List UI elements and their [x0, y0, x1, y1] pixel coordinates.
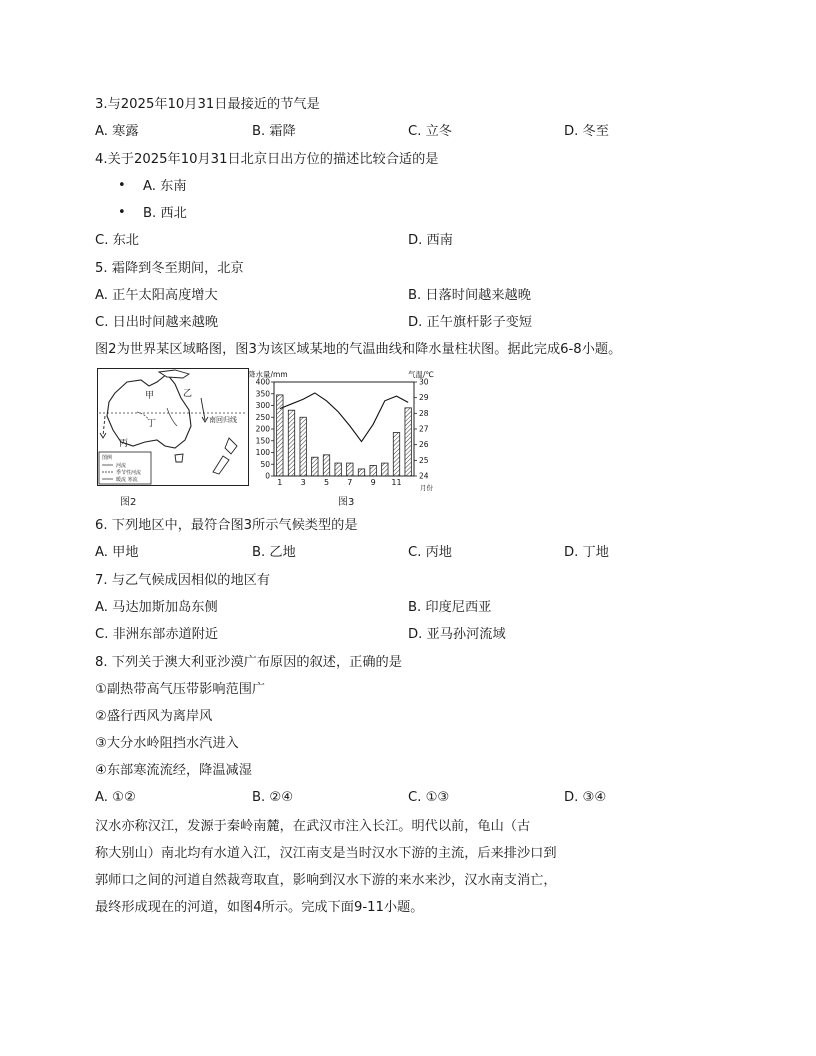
legend-title: 图例 — [102, 455, 113, 461]
chart-x-axis-label: 月份 — [420, 484, 433, 492]
precip-bar — [358, 469, 364, 476]
x-tick-label: 5 — [323, 478, 330, 487]
left-tick-label: 350 — [255, 389, 270, 399]
temperature-curve — [280, 393, 408, 442]
left-tick-label: 0 — [265, 471, 270, 481]
x-tick-label: 9 — [370, 478, 376, 487]
right-tick-label: 25 — [419, 455, 429, 465]
q7-option-b: B. 印度尼西亚 — [408, 600, 492, 615]
left-tick-label: 100 — [255, 448, 270, 457]
question-6-stem: 6. 下列地区中，最符合图3所示气候类型的是 — [95, 518, 358, 533]
figure-2-caption: 图2 — [120, 497, 137, 508]
left-tick-label: 50 — [260, 459, 270, 469]
q8-statement-1: ①副热带高气压带影响范围广 — [95, 682, 266, 697]
chart-left-axis-label: 降水量/mm — [248, 370, 288, 379]
q5-option-b: B. 日落时间越来越晚 — [408, 288, 531, 303]
q8-statement-4: ④东部寒流流经，降温减湿 — [95, 763, 252, 778]
left-tick-label: 150 — [255, 436, 270, 446]
q7-option-a: A. 马达加斯加岛东侧 — [95, 600, 218, 615]
q8-option-c: C. ①③ — [408, 790, 450, 805]
precip-bar — [323, 455, 329, 476]
precip-bar — [277, 395, 283, 476]
q8-statement-3: ③大分水岭阻挡水汽进入 — [95, 736, 239, 751]
q6-option-d: D. 丁地 — [564, 545, 609, 560]
right-tick-label: 24 — [419, 471, 429, 481]
right-tick-label: 29 — [419, 393, 429, 403]
precip-bar — [370, 465, 376, 476]
q3-option-a: A. 寒露 — [95, 124, 139, 139]
q8-option-d: D. ③④ — [564, 790, 607, 805]
precip-bar — [382, 463, 388, 476]
legend-river: 河流 — [116, 463, 127, 469]
q4-option-b: B. 西北 — [143, 206, 187, 221]
question-4-stem: 4.关于2025年10月31日北京日出方位的描述比较合适的是 — [95, 152, 439, 167]
left-tick-label: 200 — [255, 424, 270, 434]
left-tick-label: 300 — [255, 401, 270, 410]
question-5-stem: 5. 霜降到冬至期间，北京 — [95, 261, 244, 276]
q3-option-b: B. 霜降 — [252, 124, 296, 139]
precip-bar — [405, 408, 411, 476]
precip-bar — [300, 417, 306, 476]
tropic-label: 南回归线 — [209, 416, 237, 424]
label-bing: 丙 — [119, 439, 129, 449]
x-tick-label: 7 — [347, 478, 353, 487]
precip-bar — [335, 463, 341, 476]
q4-option-c: C. 东北 — [95, 233, 139, 248]
right-tick-label: 28 — [419, 408, 429, 418]
right-tick-label: 27 — [419, 424, 429, 434]
right-tick-label: 26 — [419, 440, 429, 450]
label-yi: 乙 — [183, 389, 193, 399]
q6-option-c: C. 丙地 — [408, 545, 452, 560]
label-jia: 甲 — [145, 391, 155, 401]
q3-option-c: C. 立冬 — [408, 124, 452, 139]
q4-option-a: A. 东南 — [143, 179, 187, 194]
q6-option-b: B. 乙地 — [252, 545, 296, 560]
q5-option-d: D. 正午旗杆影子变短 — [408, 315, 533, 330]
x-tick-label: 11 — [391, 478, 402, 487]
passage-line-4: 最终形成现在的河道，如图4所示。完成下面9-11小题。 — [95, 900, 424, 915]
precip-bar — [312, 457, 318, 476]
question-3-stem: 3.与2025年10月31日最接近的节气是 — [95, 97, 320, 112]
precip-bar — [288, 410, 294, 476]
tasmania-outline — [175, 454, 183, 462]
bullet-icon: • — [118, 178, 126, 193]
question-8-stem: 8. 下列关于澳大利亚沙漠广布原因的叙述，正确的是 — [95, 655, 402, 670]
passage-line-2: 称大别山）南北均有水道入江，汉江南支是当时汉水下游的主流，后来排沙口到 — [95, 846, 557, 861]
passage-line-1: 汉水亦称汉江，发源于秦岭南麓，在武汉市注入长江。明代以前，龟山（古 — [95, 819, 531, 834]
precip-bar — [393, 433, 399, 476]
passage-line-3: 郭师口之间的河道自然裁弯取直，影响到汉水下游的来水来沙，汉水南支消亡， — [95, 873, 557, 888]
chart-right-axis-label: 气温/℃ — [408, 370, 434, 379]
figure-3-caption: 图3 — [338, 497, 355, 508]
question-7-stem: 7. 与乙气候成因相似的地区有 — [95, 573, 271, 588]
legend-currents: 暖流 寒流 — [116, 477, 138, 483]
q3-option-d: D. 冬至 — [564, 124, 609, 139]
intro-6-8: 图2为世界某区域略图，图3为该区域某地的气温曲线和降水量柱状图。据此完成6-8小题。 — [95, 342, 622, 357]
q5-option-c: C. 日出时间越来越晚 — [95, 315, 219, 330]
q7-option-c: C. 非洲东部赤道附近 — [95, 627, 219, 642]
q5-option-a: A. 正午太阳高度增大 — [95, 288, 218, 303]
q4-option-d: D. 西南 — [408, 233, 453, 248]
left-tick-label: 400 — [255, 377, 270, 387]
label-ding: 丁 — [147, 419, 157, 429]
bullet-icon: • — [118, 205, 126, 220]
x-tick-label: 3 — [300, 478, 306, 487]
q8-option-a: A. ①② — [95, 790, 136, 805]
q6-option-a: A. 甲地 — [95, 545, 139, 560]
q8-statement-2: ②盛行西风为离岸风 — [95, 709, 213, 724]
right-tick-label: 30 — [419, 377, 429, 387]
figure-3-chart — [242, 368, 442, 492]
figure-2-map — [97, 368, 249, 486]
legend-seasonal-river: 季节性河流 — [116, 470, 142, 476]
x-tick-label: 1 — [277, 478, 283, 487]
precip-bar — [347, 463, 353, 476]
q8-option-b: B. ②④ — [252, 790, 294, 805]
left-tick-label: 250 — [255, 412, 270, 422]
q7-option-d: D. 亚马孙河流域 — [408, 627, 506, 642]
